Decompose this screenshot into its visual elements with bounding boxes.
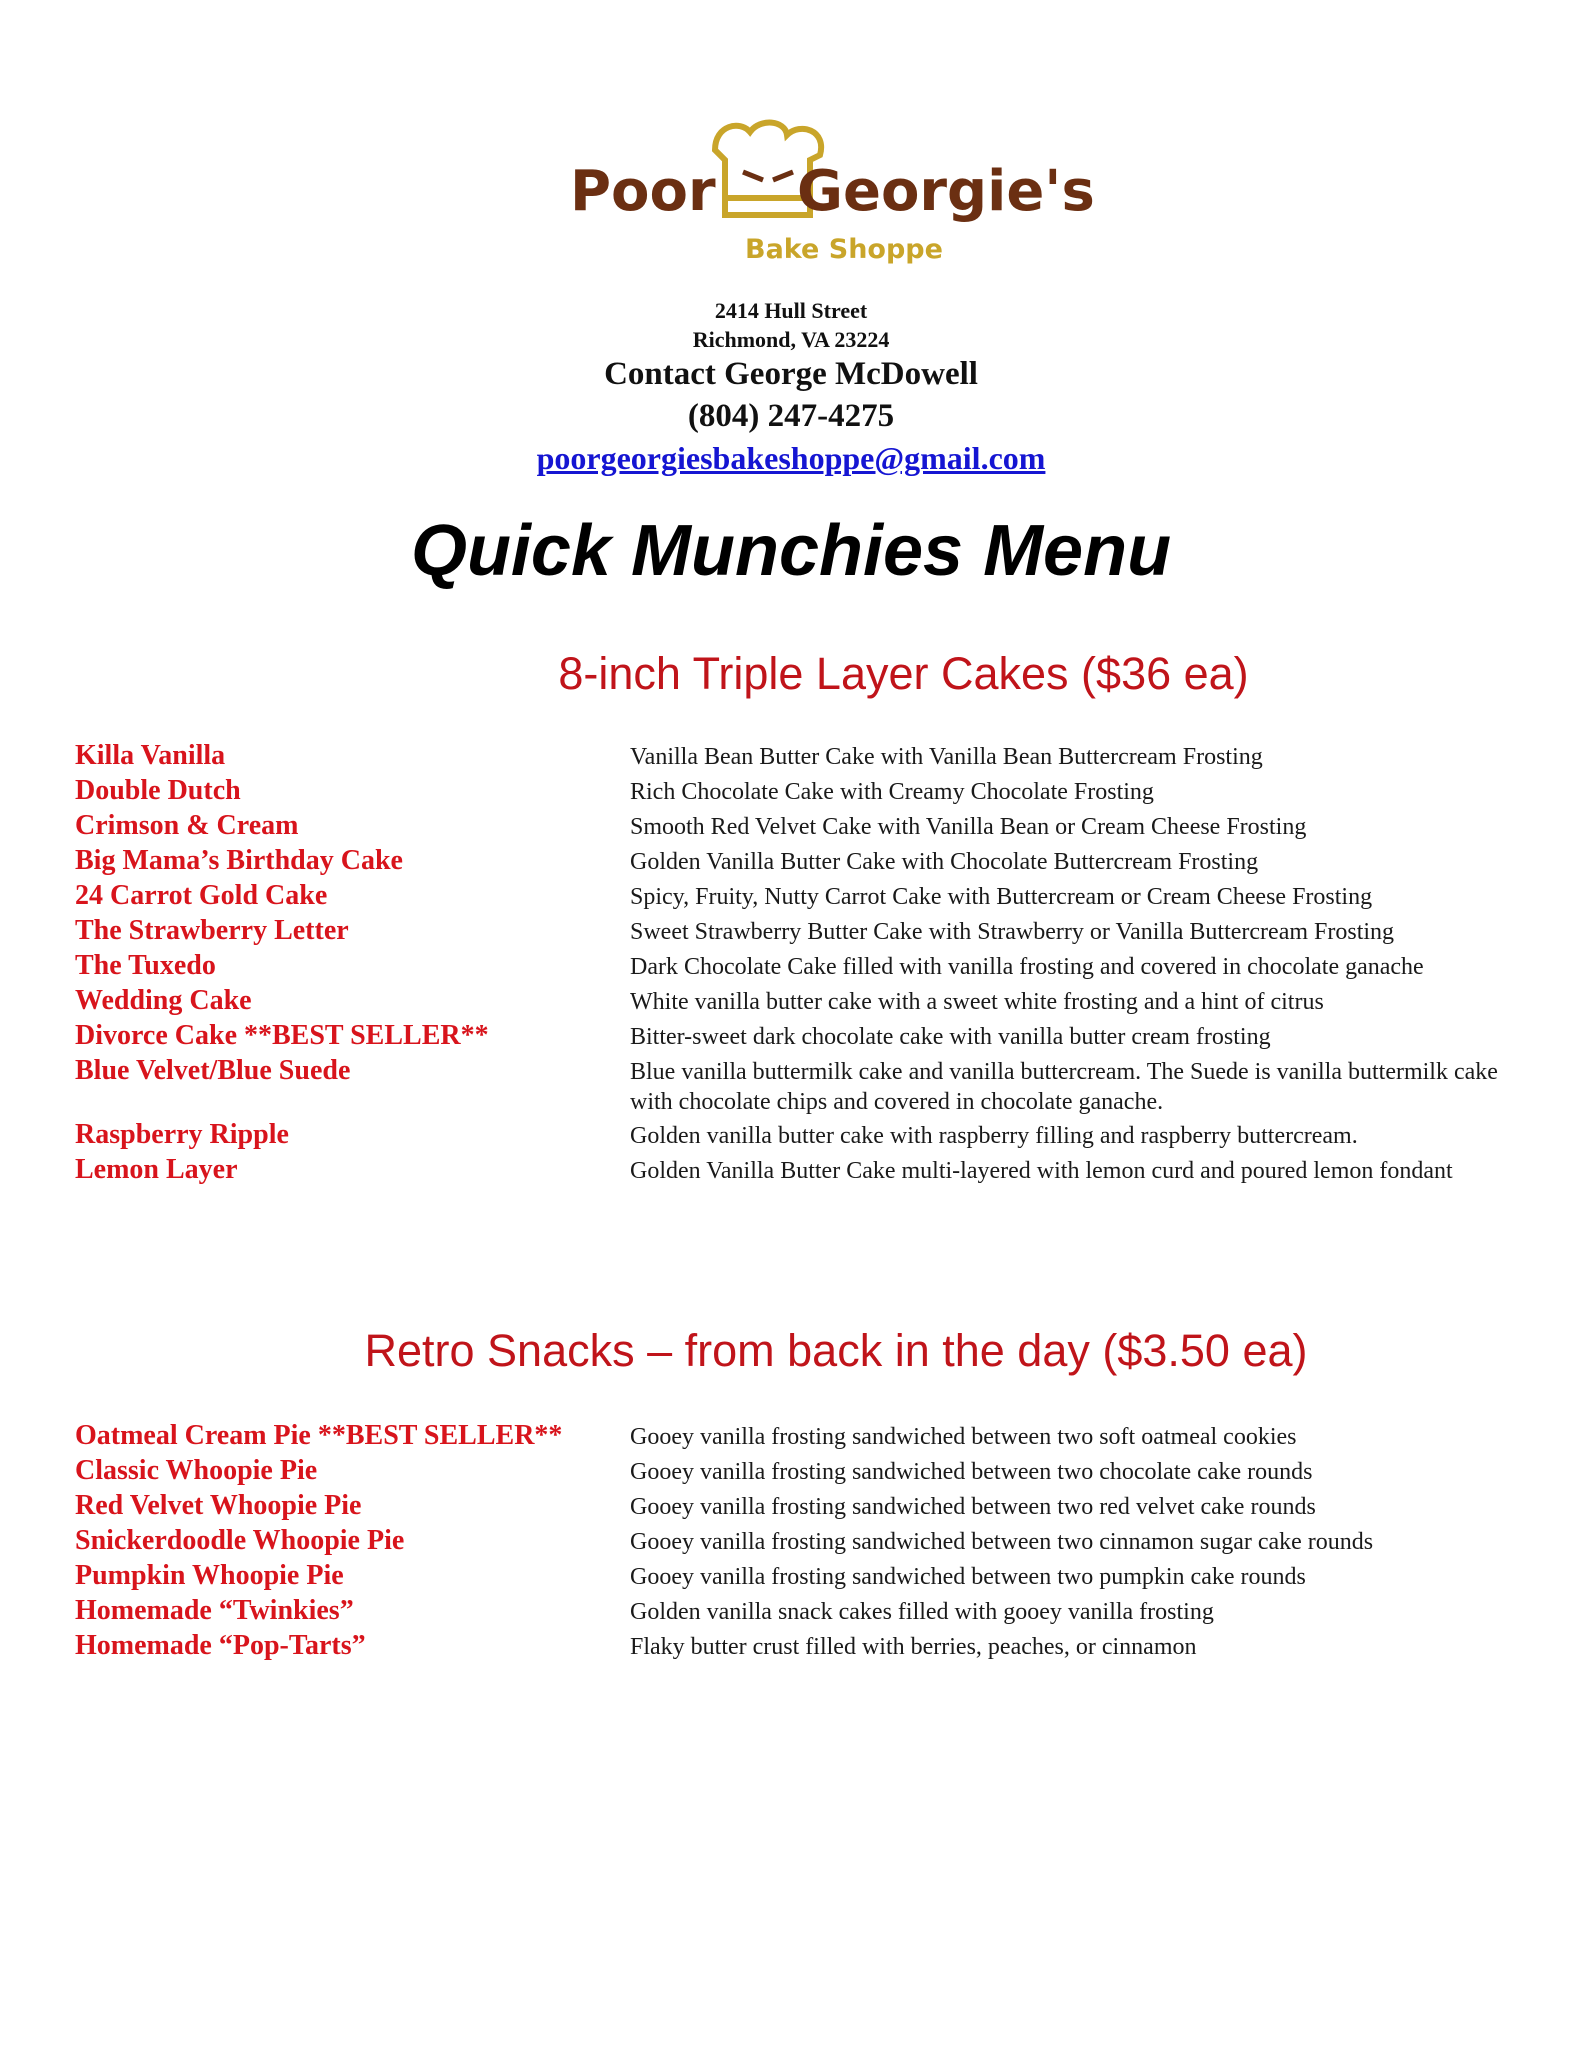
phone-number: (804) 247-4275 [687, 398, 895, 434]
list-item [75, 948, 1515, 983]
item-description: Dark Chocolate Cake filled with vanilla frosting and covered in chocolate ganache [630, 954, 1424, 980]
list-item [75, 878, 1515, 913]
item-description: Golden Vanilla Butter Cake multi-layered with lemon curd and poured lemon fondant [630, 1158, 1453, 1184]
list-item [75, 1593, 1515, 1628]
cakes-menu-list [75, 738, 1515, 1187]
logo-tagline: Bake Shoppe [745, 234, 943, 265]
logo-name-right: Georgie's [797, 159, 1095, 224]
item-name: Crimson & Cream [75, 810, 299, 841]
item-name: Raspberry Ripple [75, 1119, 289, 1150]
item-name: Blue Velvet/Blue Suede [75, 1055, 351, 1086]
item-description: Blue vanilla buttermilk cake and vanilla buttercream. The Suede is vanilla buttermilk cake with chocolate chips and covered in chocolate ganache. [630, 1059, 1498, 1115]
item-name: Big Mama’s Birthday Cake [75, 845, 403, 876]
list-item [75, 1523, 1515, 1558]
item-description: Vanilla Bean Butter Cake with Vanilla Bean Buttercream Frosting [630, 744, 1263, 770]
item-description: Golden vanilla snack cakes filled with gooey vanilla frosting [630, 1599, 1214, 1625]
item-name: Killa Vanilla [75, 740, 226, 771]
snacks-menu-list [75, 1418, 1515, 1663]
list-item [75, 983, 1515, 1018]
item-name: The Strawberry Letter [75, 915, 349, 946]
item-name: Classic Whoopie Pie [75, 1455, 318, 1486]
page-title: Quick Munchies Menu [410, 511, 1172, 591]
item-description: Gooey vanilla frosting sandwiched between two soft oatmeal cookies [630, 1424, 1297, 1450]
item-name: Double Dutch [75, 775, 241, 806]
item-name: The Tuxedo [75, 950, 216, 981]
contact-name: Contact George McDowell [604, 356, 978, 392]
item-name: Red Velvet Whoopie Pie [75, 1490, 362, 1521]
item-description: Sweet Strawberry Butter Cake with Strawberry or Vanilla Buttercream Frosting [630, 919, 1395, 945]
list-item [75, 1453, 1515, 1488]
item-name: Snickerdoodle Whoopie Pie [75, 1525, 405, 1556]
item-description: Gooey vanilla frosting sandwiched between two pumpkin cake rounds [630, 1564, 1306, 1590]
item-description: Smooth Red Velvet Cake with Vanilla Bean or Cream Cheese Frosting [630, 814, 1307, 840]
list-item [75, 1117, 1515, 1152]
item-name: Lemon Layer [75, 1154, 238, 1185]
item-description: Golden Vanilla Butter Cake with Chocolate Buttercream Frosting [630, 849, 1259, 875]
list-item [75, 1018, 1515, 1053]
list-item [75, 738, 1515, 773]
item-description: White vanilla butter cake with a sweet white frosting and a hint of citrus [630, 989, 1324, 1015]
item-name: Homemade “Pop-Tarts” [75, 1630, 366, 1661]
item-name: Pumpkin Whoopie Pie [75, 1560, 344, 1591]
item-description: Flaky butter crust filled with berries, peaches, or cinnamon [630, 1634, 1197, 1660]
item-description: Gooey vanilla frosting sandwiched between two chocolate cake rounds [630, 1459, 1313, 1485]
list-item [75, 1558, 1515, 1593]
list-item [75, 1418, 1515, 1453]
item-name: 24 Carrot Gold Cake [75, 880, 328, 911]
section-title-retro-snacks: Retro Snacks – from back in the day ($3.50 ea) [364, 1325, 1308, 1376]
list-item [75, 808, 1515, 843]
address-line-1: 2414 Hull Street [714, 298, 868, 323]
email-link[interactable]: poorgeorgiesbakeshoppe@gmail.com [536, 440, 1046, 476]
list-item [75, 1628, 1515, 1663]
item-name: Homemade “Twinkies” [75, 1595, 354, 1626]
item-name: Wedding Cake [75, 985, 252, 1016]
address-line-2: Richmond, VA 23224 [692, 327, 890, 352]
item-description: Gooey vanilla frosting sandwiched between two cinnamon sugar cake rounds [630, 1529, 1374, 1555]
list-item [75, 1488, 1515, 1523]
item-name: Oatmeal Cream Pie **BEST SELLER** [75, 1420, 563, 1451]
bakery-logo [565, 120, 1095, 270]
item-description: Rich Chocolate Cake with Creamy Chocolate Frosting [630, 779, 1154, 805]
item-description: Bitter-sweet dark chocolate cake with vanilla butter cream frosting [630, 1024, 1271, 1050]
list-item [75, 1152, 1515, 1187]
section-title-cakes: 8-inch Triple Layer Cakes ($36 ea) [558, 648, 1249, 699]
logo-name-left: Poor [570, 159, 716, 224]
item-description: Spicy, Fruity, Nutty Carrot Cake with Buttercream or Cream Cheese Frosting [630, 884, 1373, 910]
item-description: Golden vanilla butter cake with raspberry filling and raspberry buttercream. [630, 1123, 1358, 1149]
list-item [75, 913, 1515, 948]
item-name: Divorce Cake **BEST SELLER** [75, 1020, 489, 1051]
list-item [75, 843, 1515, 878]
list-item [75, 773, 1515, 808]
item-description: Gooey vanilla frosting sandwiched between two red velvet cake rounds [630, 1494, 1316, 1520]
list-item [75, 1053, 1515, 1117]
